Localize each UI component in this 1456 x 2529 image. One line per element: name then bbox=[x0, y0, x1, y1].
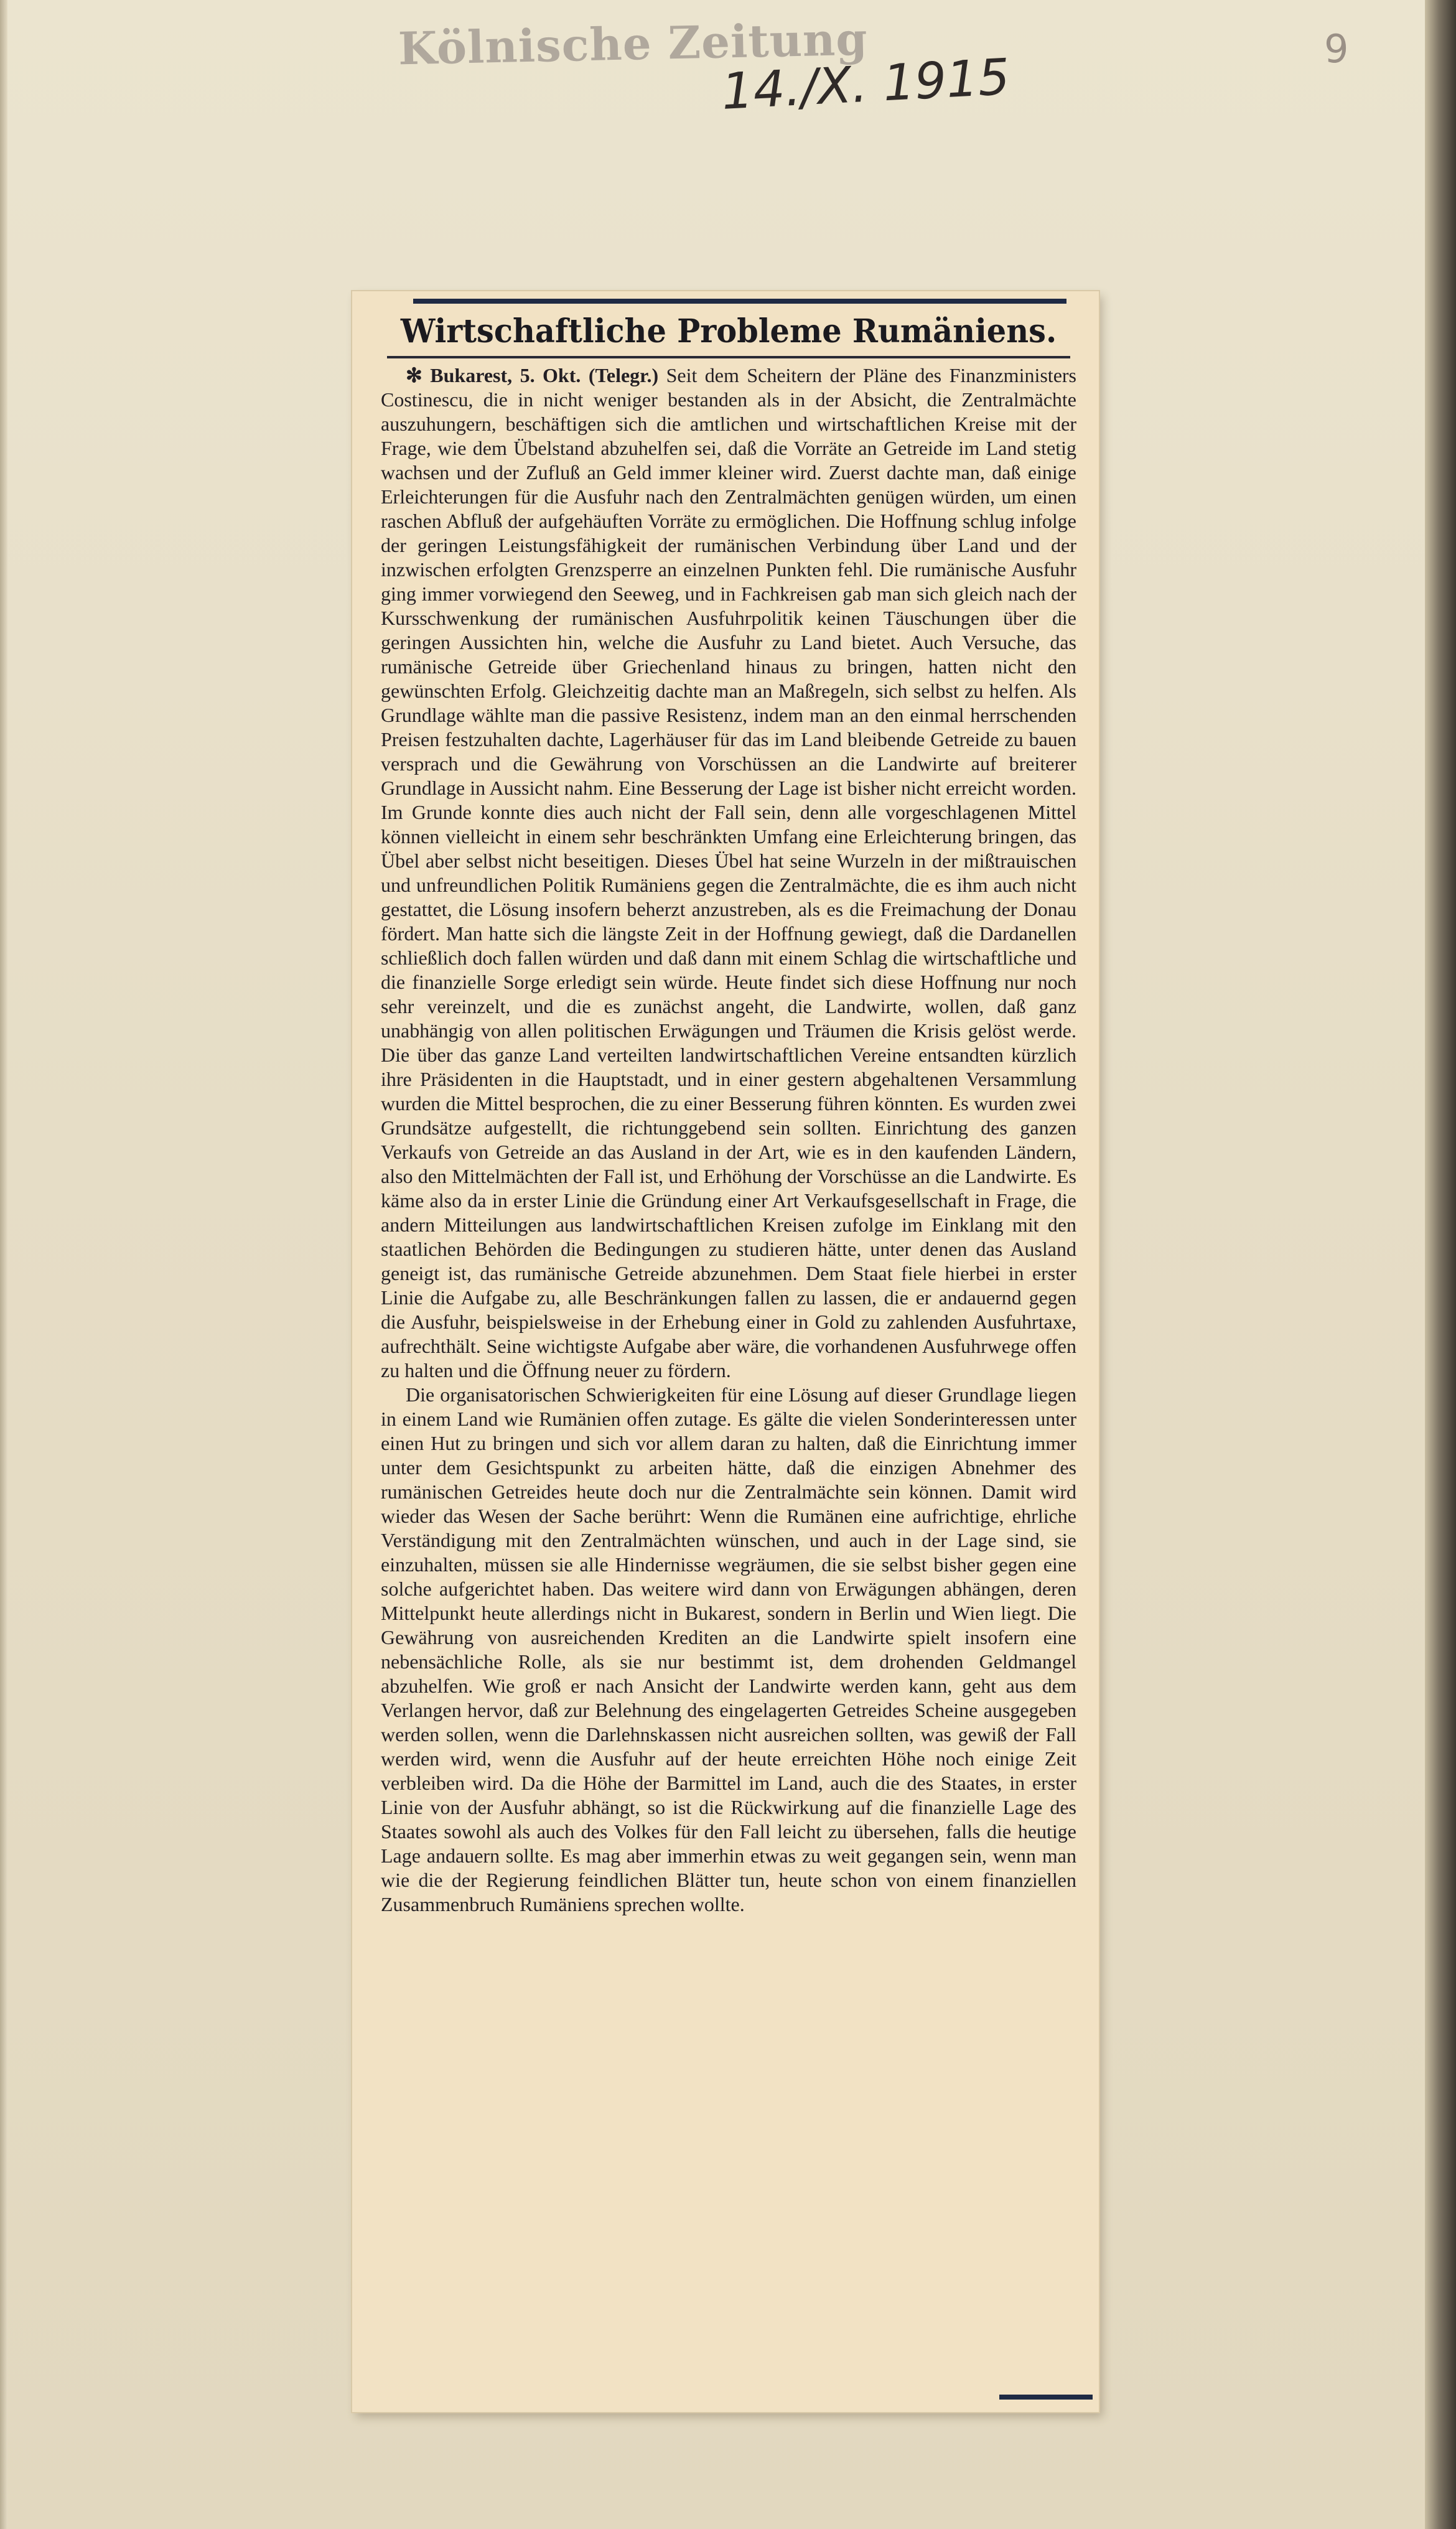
article-dateline: ✻ Bukarest, 5. Okt. (Telegr.) bbox=[406, 364, 659, 386]
article-headline: Wirtschaftliche Probleme Rumäniens. bbox=[400, 312, 1057, 350]
board-right-edge bbox=[1425, 0, 1456, 2529]
article-paragraph-1-text: Seit dem Scheitern der Pläne des Finanzministers Costinescu, die in nicht weniger bestanden als in der Absicht, die Zentralmächte auszuhungern, beschäftigen sich die amtlichen und wirtschaftlichen Kreise mit der Frage, wie dem Übelstand abzuhelfen sei, daß die Vorräte an Getreide im Land stetig wachsen und der Zufluß an Geld immer kleiner wird. Zuerst dachte man, daß einige Erleichterungen für die Ausfuhr nach den Zentralmächten genügen würden, um einen raschen Abfluß der aufgehäuften Vorräte zu ermöglichen. Die Hoffnung schlug infolge der geringen Leistungsfähigkeit der rumänischen Verbindung über Land und der inzwischen erfolgten Grenzsperre an einzelnen Punkten fehl. Die rumänische Ausfuhr ging immer vorwiegend den Seeweg, und in Fachkreisen gab man sich gleich nach der Kursschwenkung der rumänischen Ausfuhrpolitik keinen Täuschungen über die geringen Aussichten hin, welche die Ausfuhr zu Land bietet. Auch Versuche, das rumänische Getreide über Griechenland hinaus zu bringen, hatten nicht den gewünschten Erfolg. Gleichzeitig dachte man an Maßregeln, sich selbst zu helfen. Als Grundlage wählte man die passive Resistenz, indem man an den einmal herrschenden Preisen festzuhalten dachte, Lagerhäuser für das im Land bleibende Getreide zu bauen versprach und die Gewährung von Vorschüssen an die Landwirte auf breiterer Grundlage in Aussicht nahm. Eine Besserung der Lage ist bisher nicht erreicht worden. Im Grunde konnte dies auch nicht der Fall sein, denn alle vorgeschlagenen Mittel können vielleicht in einem sehr beschränkten Umfang eine Erleichterung bringen, das Übel aber selbst nicht beseitigen. Dieses Übel hat seine Wurzeln in der mißtrauischen und unfreundlichen Politik Rumäniens gegen die Zentralmächte, die es ihm auch nicht gestattet, die Lösung insofern beherzt anzustreben, als es die Freimachung der Donau fördert. Man hatte sich die längste Zeit in der Hoffnung gewiegt, daß die Dardanellen schließlich doch fallen würden und daß dann mit einem Schlag die wirtschaftliche und die finanzielle Sorge erledigt sein würde. Heute findet sich diese Hoffnung nur noch sehr vereinzelt, und die es zunächst angeht, die Landwirte, wollen, daß ganz unabhängig von allen politischen Erwägungen und Träumen die Krisis gelöst werde. Die über das ganze Land verteilten landwirtschaftlichen Vereine entsandten kürzlich ihre Präsidenten in die Hauptstadt, und in einer gestern abgehaltenen Versammlung wurden die Mittel besprochen, die zu einer Besserung führen könnten. Es wurden zwei Grundsätze aufgestellt, die richtunggebend sein sollten. Einrichtung des ganzen Verkaufs von Getreide an das Ausland in der Art, wie es in den kaufenden Ländern, also den Mittelmächten der Fall ist, und Erhöhung der Vorschüsse an die Landwirte. Es käme also da in erster Linie die Gründung einer Art Verkaufsgesellschaft in Frage, die andern Mitteilungen aus landwirtschaftlichen Kreisen zufolge im Einklang mit den staatlichen Behörden die Bedingungen zu studieren hätte, unter denen das Ausland geneigt ist, das rumänische Getreide abzunehmen. Dem Staat fiele hierbei in erster Linie die Aufgabe zu, alle Beschränkungen fallen zu lassen, die er andauernd gegen die Ausfuhr, beispielsweise in der Erhebung einer in Gold zu zahlenden Ausfuhrtaxe, aufrechthält. Seine wichtigste Aufgabe aber wäre, die vorhandenen Ausfuhrwege offen zu halten und die Öffnung neuer zu fördern. bbox=[381, 364, 1077, 1381]
article-body bbox=[381, 363, 1076, 1917]
clipping-top-rule bbox=[413, 299, 1066, 304]
board-left-edge bbox=[0, 0, 7, 2529]
newspaper-source-stamp: Kölnische Zeitung bbox=[398, 12, 869, 75]
newspaper-clipping bbox=[352, 291, 1099, 2412]
headline-rule bbox=[387, 356, 1070, 358]
article-paragraph: Die organisatorischen Schwierigkeiten für eine Lösung auf dieser Grundlage liegen in einem Land wie Rumänien offen zutage. Es gälte die vielen Sonderinteressen unter einen Hut zu bringen und sich vor allem daran zu halten, daß die Einrichtung immer unter dem Gesichtspunkt zu arbeiten hätte, daß die einzigen Abnehmer des rumänischen Getreides heute doch nur die Zentralmächte sein können. Damit wird wieder das Wesen der Sache berührt: Wenn die Rumänen eine aufrichtige, ehrliche Verständigung mit den Zentralmächten wünschen, und auch in der Lage sind, sie einzuhalten, müssen sie alle Hindernisse wegräumen, die sie selbst bisher gegen eine solche aufgerichtet haben. Das weitere wird dann von Erwägungen abhängen, deren Mittelpunkt heute allerdings nicht in Bukarest, sondern in Berlin und Wien liegt. Die Gewährung von ausreichenden Krediten an die Landwirte spielt insofern eine nebensächliche Rolle, als sie nur bestimmt ist, dem drohenden Geldmangel abzuhelfen. Wie groß er nach Ansicht der Landwirte werden kann, geht aus dem Verlangen hervor, daß zur Belehnung des eingelagerten Getreides Scheine ausgegeben werden sollen, wenn die Darlehnskassen nicht ausreichen sollten, was gewiß der Fall werden wird, wenn die Ausfuhr auf der heute erreichten Höhe noch einige Zeit verbleiben wird. Da die Höhe der Barmittel im Land, auch die des Staates, in erster Linie von der Ausfuhr abhängt, so ist die Rückwirkung auf die finanzielle Lage des Staates sowohl als auch des Volkes für den Fall leicht zu übersehen, falls die heutige Lage andauern sollte. Es mag aber immerhin etwas zu weit gegangen sein, wenn man wie die der Regierung feindlichen Blätter tun, heute schon von einem finanziellen Zusammenbruch Rumäniens sprechen wollte. bbox=[381, 1383, 1076, 1915]
handwritten-date: 14./X. 1915 bbox=[720, 47, 1012, 121]
archive-page-number: 9 bbox=[1324, 26, 1349, 72]
article-paragraph bbox=[381, 363, 1076, 1383]
clipping-bottom-rule bbox=[999, 2395, 1093, 2400]
